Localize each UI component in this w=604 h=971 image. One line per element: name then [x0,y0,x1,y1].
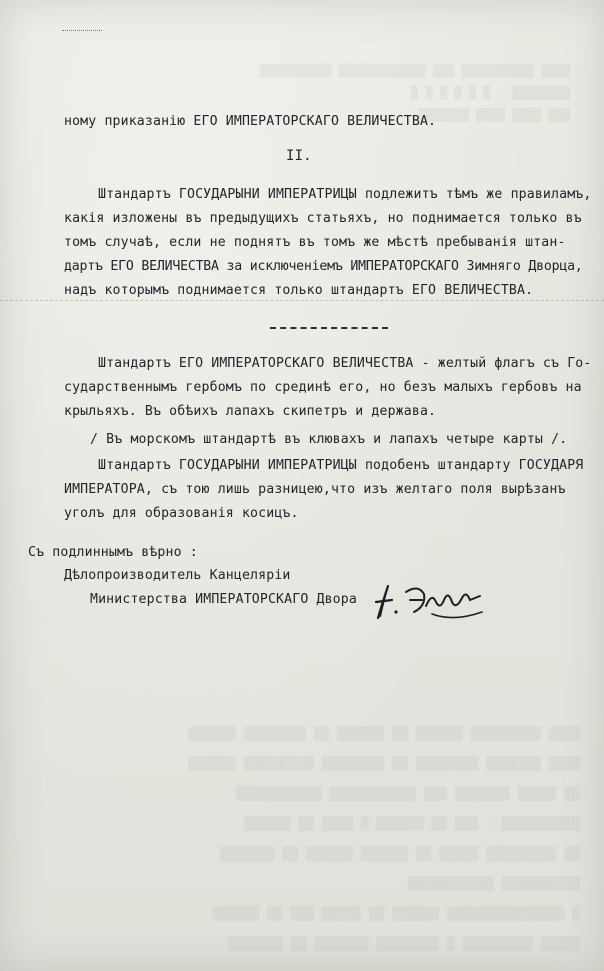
text-line-10: / Въ морскомъ штандартѣ въ клювахъ и лапахъ четыре карты /. [90,432,568,447]
text-line-1: ному приказанію ЕГО ИМПЕРАТОРСКАГО ВЕЛИЧЕСТВА. [64,114,437,129]
certification-line: Съ подлиннымъ вѣрно : [28,545,198,560]
bleed-through-text-top: ▒▒▒▒ ▒▒▒▒▒▒▒▒▒▒ ▒▒▒ ▒▒▒▒▒▒▒▒▒▒▒▒ ▒▒▒▒▒▒▒▒▒▒ ▒▒▒▒▒▒▒▒ : ▒ ▒ ▒ ▒ ▒ ▒ ▒▒▒ ▒▒▒▒ ▒▒▒▒ ▒▒▒▒▒▒▒ [259,64,570,122]
section-divider [270,327,388,329]
text-line-9: крыльяхъ. Въ обѣихъ лапахъ скипетръ и держава. [64,404,437,419]
text-line-8: сударственнымъ гербомъ по срединѣ его, но безъ малыхъ гербовъ на [64,380,582,395]
faint-rule [0,300,604,301]
text-line-2: Штандартъ ГОСУДАРЫНИ ИМПЕРАТРИЦЫ подлежитъ тѣмъ же правиламъ, [98,187,592,202]
text-line-3: какія изложены въ предыдущихъ статьяхъ, но поднимается только въ [64,211,582,226]
text-line-11: Штандартъ ГОСУДАРЫНИ ИМПЕРАТРИЦЫ подобенъ штандарту ГОСУДАРЯ [98,458,584,473]
text-line-13: уголъ для образованія косицъ. [64,506,299,521]
header-mark [62,30,102,31]
text-line-6: надъ которымъ поднимается только штандартъ ЕГО ВЕЛИЧЕСТВА. [64,283,534,298]
section-number: II. [286,148,312,164]
text-line-12: ИМПЕРАТОРА, съ тою лишь разницею,что изъ желтаго поля вырѣзанъ [64,482,566,497]
text-line-7: Штандартъ ЕГО ИМПЕРАТОРСКАГО ВЕЛИЧЕСТВА - желтый флагъ съ Го- [98,356,592,371]
ministry-title: Министерства ИМПЕРАТОРСКАГО Двора [90,592,357,607]
clerk-title: Дѣлопроизводитель Канцеляріи [64,568,291,583]
text-line-5: дартъ ЕГО ВЕЛИЧЕСТВА за исключеніемъ ИМПЕРАТОРСКАГО Зимняго Дворца, [64,259,583,274]
text-line-4: томъ случаѣ, если не поднятъ въ томъ же мѣстѣ пребыванія штан- [64,235,566,250]
bleed-through-text-bottom: ▒▒▒▒ ▒▒▒▒▒▒▒▒▒ ▒▒▒▒▒▒ ▒▒ ▒▒▒▒▒▒ ▒▒ ▒▒▒▒▒▒▒▒ ▒▒▒▒▒▒ ▒▒▒▒ ▒▒▒▒▒▒▒ ▒▒▒▒▒▒▒▒ ▒▒ ▒▒▒▒▒▒▒▒ ▒▒▒▒▒▒▒▒▒ ▒▒▒▒▒▒ ▒▒ ▒▒▒▒▒ ▒▒▒▒▒▒▒ ▒▒▒ ▒▒▒▒▒▒▒▒▒▒▒ ▒▒▒▒▒▒▒▒▒▒▒ ▒▒▒▒▒▒▒▒▒▒ : ▒▒▒ ▒▒ ▒▒▒▒▒▒ ▒ ▒▒▒▒ ▒▒ ▒▒▒▒▒▒ ▒▒ ▒▒▒▒▒▒▒▒▒ ▒▒▒▒▒ ▒▒ ▒▒▒▒▒▒ ▒▒▒▒▒▒ ▒▒ ▒▒▒▒▒▒▒ ▒▒▒▒▒▒▒▒▒▒ ▒▒▒▒▒▒▒▒▒▒▒ ▒ ▒▒▒▒▒▒▒▒▒▒▒▒▒▒▒ ▒▒▒▒▒▒ ▒▒ ▒▒▒▒▒ ▒▒▒ ▒▒ ▒▒▒▒▒▒ ▒▒▒▒▒ ▒▒▒▒▒▒▒▒▒ ▒ ▒▒▒▒▒▒▒▒ ▒▒▒▒▒▒▒ ▒▒ ▒▒▒▒▒▒▒ [188,727,580,952]
handwritten-signature [370,578,490,628]
